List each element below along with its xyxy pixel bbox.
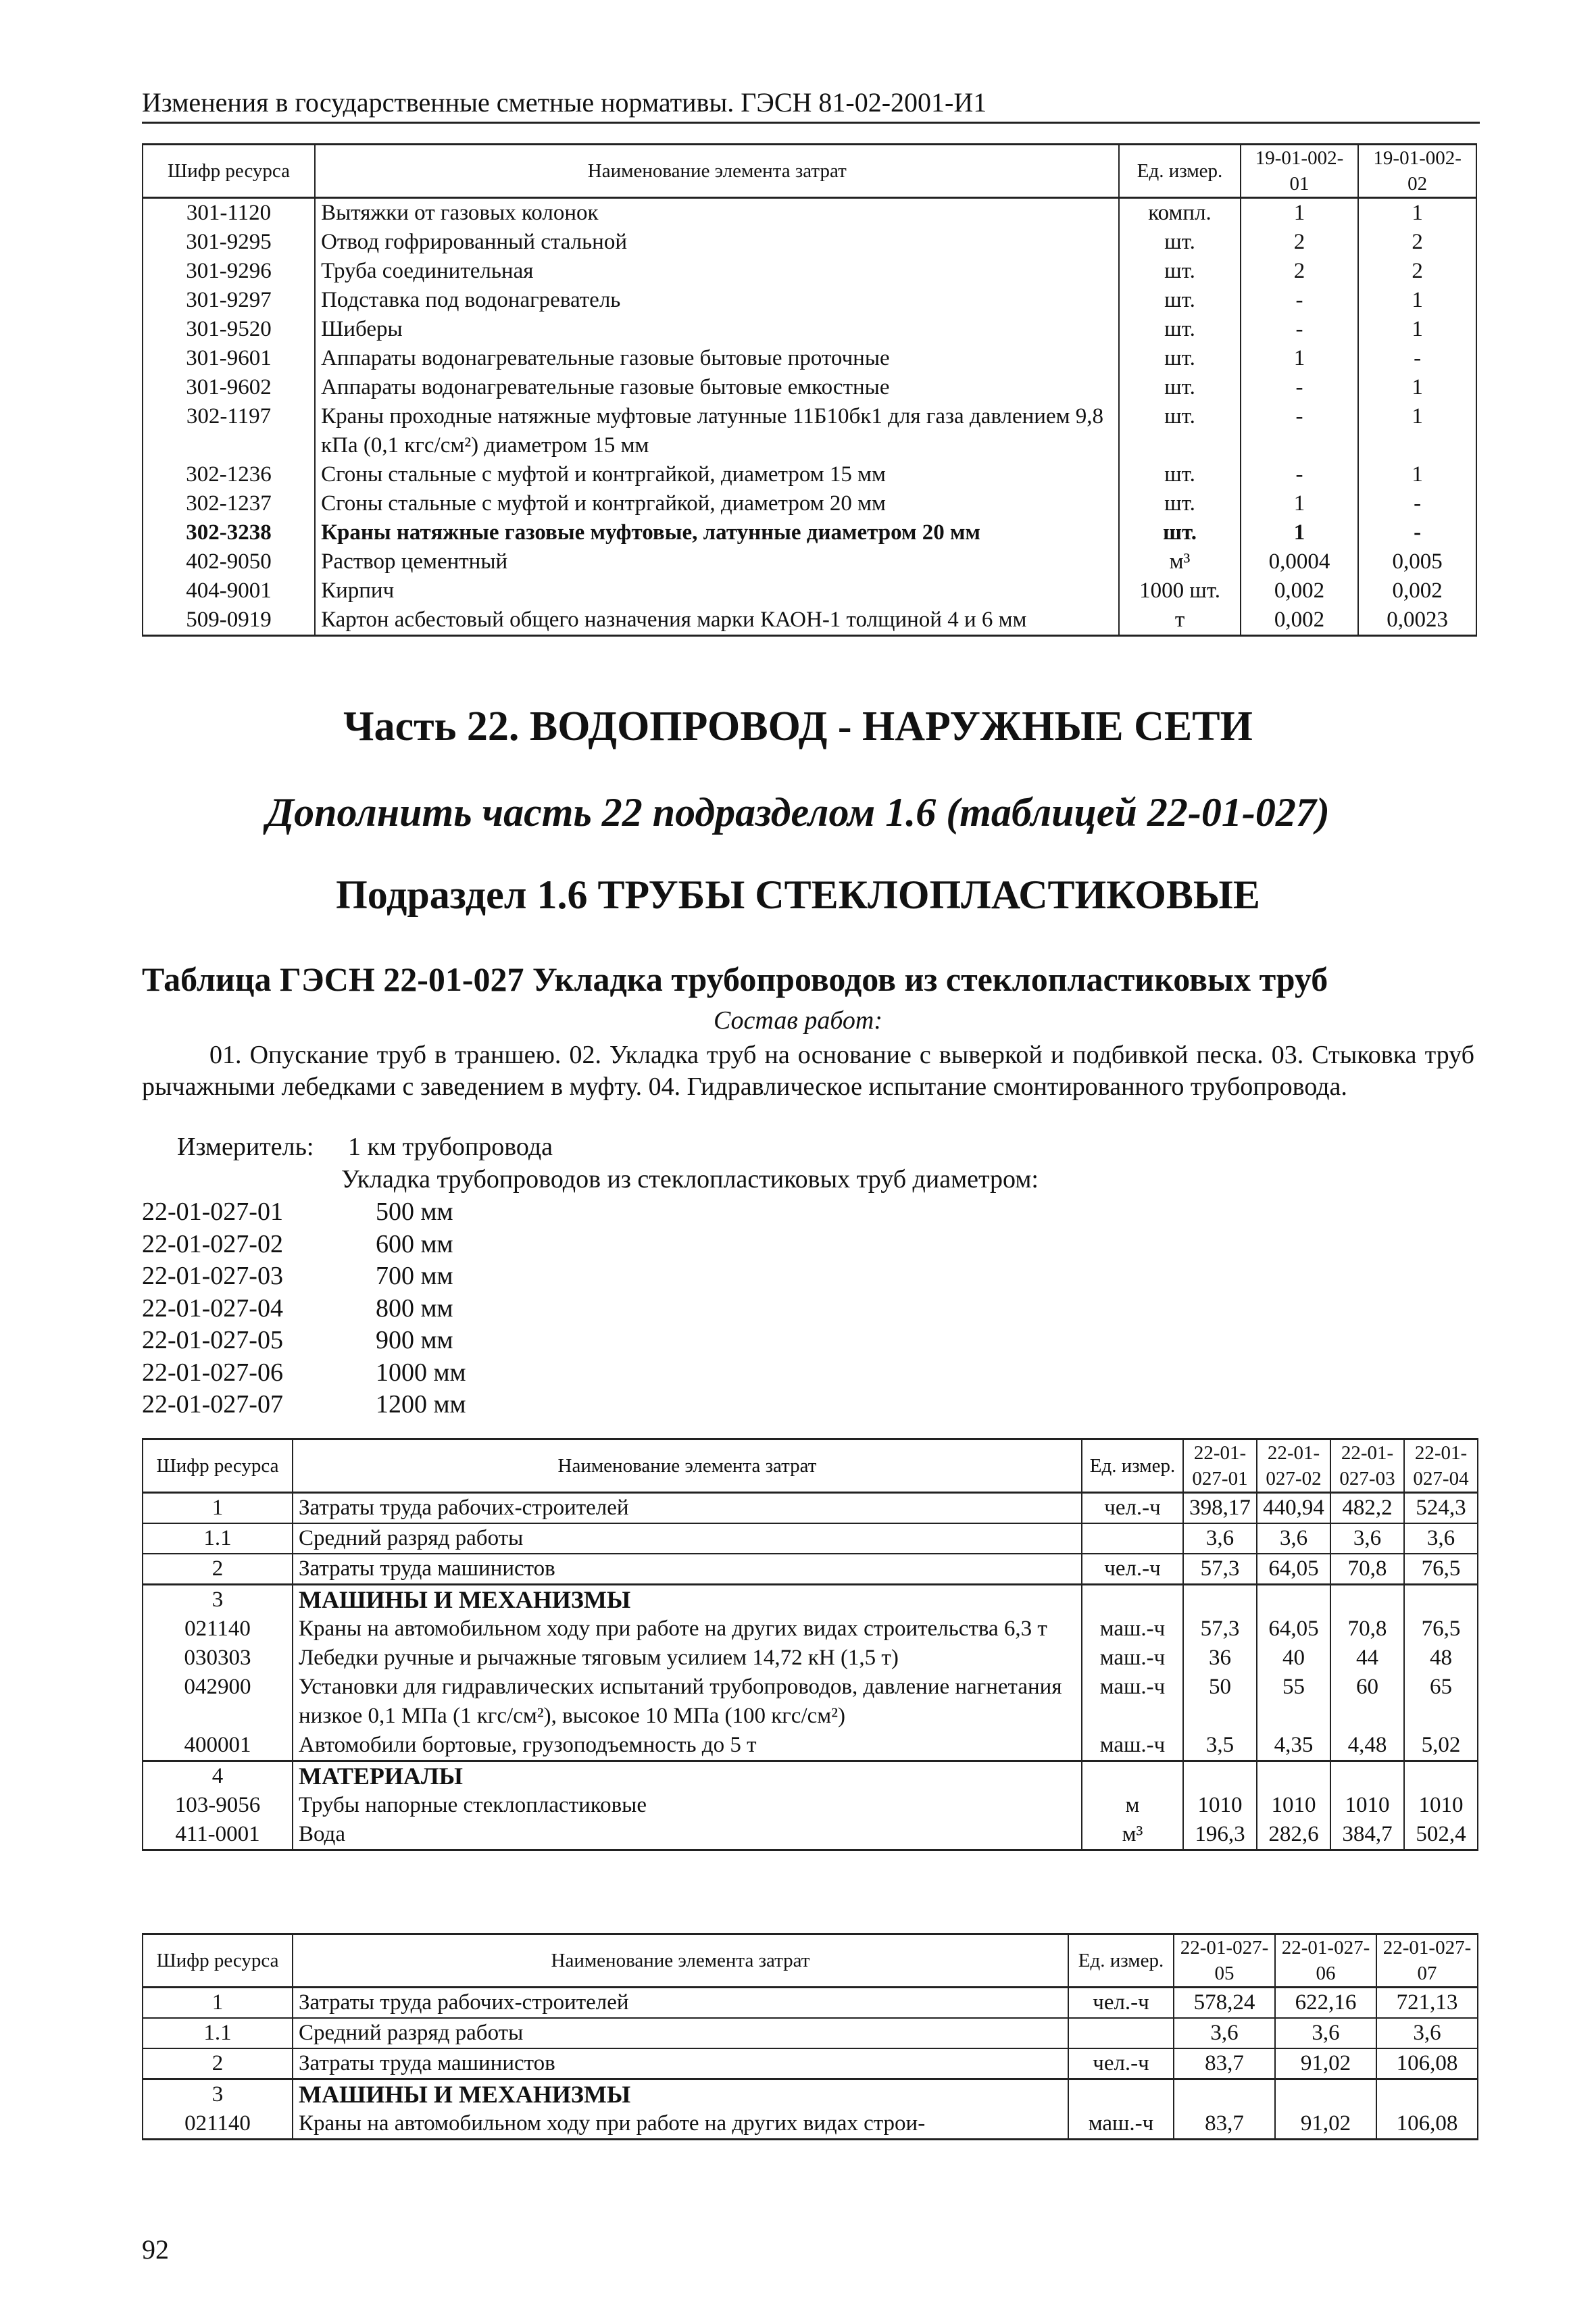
resource-name: Аппараты водонагревательные газовые бытовые емкостные	[315, 373, 1119, 402]
value: 1	[1358, 460, 1476, 489]
value: 60	[1330, 1673, 1404, 1731]
col-header-code: Шифр ресурса	[143, 1439, 293, 1493]
value: 3,6	[1174, 2018, 1275, 2048]
col-header-variant: 22-01-027-02	[1257, 1439, 1330, 1493]
col-header-variant: 22-01-027-01	[1183, 1439, 1257, 1493]
value: 0,0023	[1358, 606, 1476, 636]
unit	[1082, 1761, 1183, 1792]
unit: шт.	[1119, 286, 1240, 315]
value: 1	[1241, 198, 1359, 228]
resource-code: 302-3238	[143, 518, 315, 547]
value: -	[1358, 344, 1476, 373]
resource-code: 103-9056	[143, 1791, 293, 1820]
unit: шт.	[1119, 344, 1240, 373]
unit: маш.-ч	[1068, 2109, 1174, 2140]
value: 721,13	[1376, 1988, 1478, 2019]
value: 57,3	[1183, 1554, 1257, 1585]
col-header-unit: Ед. измер.	[1068, 1934, 1174, 1988]
resource-code: 1	[143, 1988, 293, 2019]
variant-code: 22-01-027-06	[142, 1358, 283, 1387]
running-header: Изменения в государственные сметные нормативы. ГЭСН 81-02-2001-И1	[142, 87, 987, 118]
resource-name: Вытяжки от газовых колонок	[315, 198, 1119, 228]
resource-code: 2	[143, 2048, 293, 2079]
table-row	[143, 547, 1476, 576]
table-row	[143, 1554, 1478, 1585]
unit: чел.-ч	[1068, 1988, 1174, 2019]
resource-name: Затраты труда машинистов	[293, 2048, 1068, 2079]
col-header-variant: 19-01-002-02	[1358, 145, 1476, 198]
value: 48	[1404, 1644, 1478, 1673]
unit: шт.	[1119, 373, 1240, 402]
unit: шт.	[1119, 402, 1240, 460]
table-row	[143, 1585, 1478, 1615]
resource-name: Краны на автомобильном ходу при работе на других видах строи-	[293, 2109, 1068, 2140]
value: 1	[1241, 344, 1359, 373]
value: 91,02	[1275, 2048, 1376, 2079]
unit: маш.-ч	[1082, 1644, 1183, 1673]
resource-name: Лебедки ручные и рычажные тяговым усилием 14,72 кН (1,5 т)	[293, 1644, 1082, 1673]
value	[1257, 1761, 1330, 1792]
page-number: 92	[142, 2234, 169, 2265]
value: 76,5	[1404, 1615, 1478, 1644]
value: 0,002	[1241, 576, 1359, 606]
value: 57,3	[1183, 1615, 1257, 1644]
table-row	[143, 518, 1476, 547]
col-header-code: Шифр ресурса	[143, 1934, 293, 1988]
table-row	[143, 315, 1476, 344]
unit: компл.	[1119, 198, 1240, 228]
value: 3,6	[1330, 1523, 1404, 1554]
resource-code: 301-9297	[143, 286, 315, 315]
value: 2	[1358, 228, 1476, 257]
value: 44	[1330, 1644, 1404, 1673]
table-header-row	[143, 1934, 1478, 1988]
value: 578,24	[1174, 1988, 1275, 2019]
value: 106,08	[1376, 2109, 1478, 2140]
value: 502,4	[1404, 1820, 1478, 1850]
value: -	[1358, 518, 1476, 547]
value: 3,6	[1275, 2018, 1376, 2048]
value: -	[1358, 489, 1476, 518]
section-heading: МАТЕРИАЛЫ	[293, 1761, 1082, 1792]
resource-table-22-01-027-b	[142, 1933, 1478, 2140]
table-title: Таблица ГЭСН 22-01-027 Укладка трубопроводов из стеклопластиковых труб	[142, 960, 1328, 998]
table-row	[143, 576, 1476, 606]
table-row	[143, 402, 1476, 460]
resource-code: 301-9602	[143, 373, 315, 402]
resource-code: 404-9001	[143, 576, 315, 606]
value: 91,02	[1275, 2109, 1376, 2140]
table-row	[143, 1791, 1478, 1820]
value: 36	[1183, 1644, 1257, 1673]
section-heading: МАШИНЫ И МЕХАНИЗМЫ	[293, 2079, 1068, 2110]
resource-code: 402-9050	[143, 547, 315, 576]
value: 0,005	[1358, 547, 1476, 576]
value	[1174, 2079, 1275, 2110]
value: 5,02	[1404, 1731, 1478, 1761]
unit: 1000 шт.	[1119, 576, 1240, 606]
value	[1330, 1761, 1404, 1792]
table-row	[143, 344, 1476, 373]
unit: маш.-ч	[1082, 1673, 1183, 1731]
table-row	[143, 2018, 1478, 2048]
table-row	[143, 1761, 1478, 1792]
variant-diameter: 1000 мм	[376, 1358, 466, 1387]
variants-heading: Укладка трубопроводов из стеклопластиковых труб диаметром:	[341, 1165, 1039, 1193]
value: 1010	[1257, 1791, 1330, 1820]
value: 70,8	[1330, 1615, 1404, 1644]
resource-code: 3	[143, 1585, 293, 1615]
table-header-row	[143, 1439, 1478, 1493]
resource-name: Затраты труда рабочих-строителей	[293, 1988, 1068, 2019]
unit	[1082, 1523, 1183, 1554]
unit: м³	[1082, 1820, 1183, 1850]
variant-diameter: 500 мм	[376, 1198, 453, 1226]
unit: т	[1119, 606, 1240, 636]
col-header-unit: Ед. измер.	[1119, 145, 1240, 198]
value: 384,7	[1330, 1820, 1404, 1850]
unit: шт.	[1119, 460, 1240, 489]
value: 482,2	[1330, 1493, 1404, 1524]
resource-code: 2	[143, 1554, 293, 1585]
table-row	[143, 460, 1476, 489]
resource-code: 1	[143, 1493, 293, 1524]
table-row	[143, 1523, 1478, 1554]
value: 64,05	[1257, 1615, 1330, 1644]
variant-code: 22-01-027-03	[142, 1262, 283, 1290]
table-row	[143, 257, 1476, 286]
value	[1330, 1585, 1404, 1615]
resource-name: Подставка под водонагреватель	[315, 286, 1119, 315]
resource-code: 4	[143, 1761, 293, 1792]
resource-name: Сгоны стальные с муфтой и контргайкой, диаметром 20 мм	[315, 489, 1119, 518]
value: 64,05	[1257, 1554, 1330, 1585]
unit: чел.-ч	[1082, 1554, 1183, 1585]
supplement-note: Дополнить часть 22 подразделом 1.6 (таблицей 22-01-027)	[266, 790, 1330, 835]
section-heading: МАШИНЫ И МЕХАНИЗМЫ	[293, 1585, 1082, 1615]
resource-name: Краны на автомобильном ходу при работе на других видах строительства 6,3 т	[293, 1615, 1082, 1644]
value: 76,5	[1404, 1554, 1478, 1585]
unit: маш.-ч	[1082, 1615, 1183, 1644]
composition-text: 01. Опускание труб в траншею. 02. Укладка труб на основание с выверкой и подбивкой песка. 03. Стыковка труб рычажными лебедками с заведением в муфту. 04. Гидравлическое испытание смонтированного трубопровода.	[142, 1041, 1474, 1101]
resource-name: Картон асбестовый общего назначения марки КАОН-1 толщиной 4 и 6 мм	[315, 606, 1119, 636]
value: 0,0004	[1241, 547, 1359, 576]
value: 2	[1241, 228, 1359, 257]
composition-label: Состав работ:	[713, 1006, 883, 1035]
resource-code: 1.1	[143, 2018, 293, 2048]
variant-code: 22-01-027-07	[142, 1390, 283, 1419]
value: 440,94	[1257, 1493, 1330, 1524]
value: 2	[1241, 257, 1359, 286]
unit: шт.	[1119, 315, 1240, 344]
value	[1183, 1585, 1257, 1615]
value: -	[1241, 315, 1359, 344]
value: 1	[1241, 489, 1359, 518]
resource-code: 509-0919	[143, 606, 315, 636]
unit	[1068, 2079, 1174, 2110]
value: 1	[1358, 402, 1476, 460]
variant-code: 22-01-027-04	[142, 1294, 283, 1323]
table-row	[143, 1673, 1478, 1731]
value	[1257, 1585, 1330, 1615]
value: 3,6	[1257, 1523, 1330, 1554]
value: 40	[1257, 1644, 1330, 1673]
unit: шт.	[1119, 489, 1240, 518]
value: 1010	[1330, 1791, 1404, 1820]
value	[1183, 1761, 1257, 1792]
unit: чел.-ч	[1082, 1493, 1183, 1524]
table-row	[143, 2109, 1478, 2140]
col-header-variant: 19-01-002-01	[1241, 145, 1359, 198]
value: 3,5	[1183, 1731, 1257, 1761]
col-header-name: Наименование элемента затрат	[293, 1934, 1068, 1988]
variant-diameter: 900 мм	[376, 1326, 453, 1354]
value: 282,6	[1257, 1820, 1330, 1850]
resource-name: Отвод гофрированный стальной	[315, 228, 1119, 257]
resource-name: Установки для гидравлических испытаний трубопроводов, давление нагнетания низкое 0,1 МПа (1 кгс/см²), высокое 10 МПа (100 кгс/см²)	[293, 1673, 1082, 1731]
resource-code: 400001	[143, 1731, 293, 1761]
resource-name: Средний разряд работы	[293, 2018, 1068, 2048]
value: 4,35	[1257, 1731, 1330, 1761]
table-row	[143, 373, 1476, 402]
resource-name: Затраты труда машинистов	[293, 1554, 1082, 1585]
col-header-name: Наименование элемента затрат	[293, 1439, 1082, 1493]
resource-name: Вода	[293, 1820, 1082, 1850]
meter-label: Измеритель:	[177, 1133, 314, 1161]
value: 2	[1358, 257, 1476, 286]
col-header-variant: 22-01-027-06	[1275, 1934, 1376, 1988]
value: 83,7	[1174, 2109, 1275, 2140]
table-row	[143, 1820, 1478, 1850]
variant-diameter: 800 мм	[376, 1294, 453, 1323]
value: -	[1241, 373, 1359, 402]
variant-diameter: 1200 мм	[376, 1390, 466, 1419]
value: 524,3	[1404, 1493, 1478, 1524]
value: 55	[1257, 1673, 1330, 1731]
value: 622,16	[1275, 1988, 1376, 2019]
value: 106,08	[1376, 2048, 1478, 2079]
table-row	[143, 606, 1476, 636]
resource-name: Труба соединительная	[315, 257, 1119, 286]
resource-code: 301-9601	[143, 344, 315, 373]
resource-code: 302-1237	[143, 489, 315, 518]
resource-code: 021140	[143, 2109, 293, 2140]
table-row	[143, 2079, 1478, 2110]
table-row	[143, 1988, 1478, 2019]
unit: шт.	[1119, 228, 1240, 257]
col-header-variant: 22-01-027-04	[1404, 1439, 1478, 1493]
resource-name: Средний разряд работы	[293, 1523, 1082, 1554]
resource-code: 301-9520	[143, 315, 315, 344]
value: 1010	[1183, 1791, 1257, 1820]
value: 398,17	[1183, 1493, 1257, 1524]
resource-name: Сгоны стальные с муфтой и контргайкой, диаметром 15 мм	[315, 460, 1119, 489]
subsection-title: Подраздел 1.6 ТРУБЫ СТЕКЛОПЛАСТИКОВЫЕ	[336, 872, 1260, 917]
value: 50	[1183, 1673, 1257, 1731]
part-title: Часть 22. ВОДОПРОВОД - НАРУЖНЫЕ СЕТИ	[343, 704, 1253, 749]
unit: чел.-ч	[1068, 2048, 1174, 2079]
value: 3,6	[1376, 2018, 1478, 2048]
resource-code: 302-1197	[143, 402, 315, 460]
col-header-variant: 22-01-027-05	[1174, 1934, 1275, 1988]
resource-table-19-01-002	[142, 143, 1477, 637]
value	[1275, 2079, 1376, 2110]
variant-code: 22-01-027-05	[142, 1326, 283, 1354]
unit: м³	[1119, 547, 1240, 576]
value: 0,002	[1358, 576, 1476, 606]
resource-name: Краны проходные натяжные муфтовые латунные 11Б10бк1 для газа давлением 9,8 кПа (0,1 кгс/см²) диаметром 15 мм	[315, 402, 1119, 460]
value: 1	[1241, 518, 1359, 547]
col-header-unit: Ед. измер.	[1082, 1439, 1183, 1493]
resource-code: 042900	[143, 1673, 293, 1731]
resource-name: Автомобили бортовые, грузоподъемность до 5 т	[293, 1731, 1082, 1761]
resource-name: Трубы напорные стеклопластиковые	[293, 1791, 1082, 1820]
value: 1010	[1404, 1791, 1478, 1820]
resource-name: Краны натяжные газовые муфтовые, латунные диаметром 20 мм	[315, 518, 1119, 547]
header-rule	[142, 122, 1480, 124]
resource-code: 301-9295	[143, 228, 315, 257]
unit: шт.	[1119, 518, 1240, 547]
unit	[1082, 1585, 1183, 1615]
table-row	[143, 2048, 1478, 2079]
value: 1	[1358, 373, 1476, 402]
value: 196,3	[1183, 1820, 1257, 1850]
col-header-variant: 22-01-027-07	[1376, 1934, 1478, 1988]
resource-name: Раствор цементный	[315, 547, 1119, 576]
resource-code: 3	[143, 2079, 293, 2110]
variant-code: 22-01-027-01	[142, 1198, 283, 1226]
value: -	[1241, 286, 1359, 315]
variant-code: 22-01-027-02	[142, 1229, 283, 1258]
variant-diameter: 700 мм	[376, 1262, 453, 1290]
variant-diameter: 600 мм	[376, 1229, 453, 1258]
resource-name: Затраты труда рабочих-строителей	[293, 1493, 1082, 1524]
resource-code: 030303	[143, 1644, 293, 1673]
value: 1	[1358, 315, 1476, 344]
value: 83,7	[1174, 2048, 1275, 2079]
resource-name: Кирпич	[315, 576, 1119, 606]
table-row	[143, 228, 1476, 257]
resource-code: 411-0001	[143, 1820, 293, 1850]
table-row	[143, 1615, 1478, 1644]
value: -	[1241, 402, 1359, 460]
table-row	[143, 286, 1476, 315]
unit: м	[1082, 1791, 1183, 1820]
resource-code: 021140	[143, 1615, 293, 1644]
table-row	[143, 198, 1476, 228]
unit: шт.	[1119, 257, 1240, 286]
col-header-name: Наименование элемента затрат	[315, 145, 1119, 198]
value: 1	[1358, 198, 1476, 228]
value	[1404, 1585, 1478, 1615]
resource-code: 301-1120	[143, 198, 315, 228]
resource-table-22-01-027-a	[142, 1438, 1478, 1851]
value: 3,6	[1404, 1523, 1478, 1554]
meter-value: 1 км трубопровода	[348, 1133, 553, 1161]
table-row	[143, 1493, 1478, 1524]
value: 3,6	[1183, 1523, 1257, 1554]
value	[1376, 2079, 1478, 2110]
value	[1404, 1761, 1478, 1792]
table-header-row	[143, 145, 1476, 198]
table-row	[143, 1644, 1478, 1673]
value: 65	[1404, 1673, 1478, 1731]
col-header-variant: 22-01-027-03	[1330, 1439, 1404, 1493]
value: -	[1241, 460, 1359, 489]
resource-code: 1.1	[143, 1523, 293, 1554]
resource-code: 301-9296	[143, 257, 315, 286]
value: 4,48	[1330, 1731, 1404, 1761]
table-row	[143, 1731, 1478, 1761]
resource-name: Шиберы	[315, 315, 1119, 344]
resource-code: 302-1236	[143, 460, 315, 489]
resource-name: Аппараты водонагревательные газовые бытовые проточные	[315, 344, 1119, 373]
value: 0,002	[1241, 606, 1359, 636]
unit	[1068, 2018, 1174, 2048]
col-header-code: Шифр ресурса	[143, 145, 315, 198]
value: 70,8	[1330, 1554, 1404, 1585]
table-row	[143, 489, 1476, 518]
unit: маш.-ч	[1082, 1731, 1183, 1761]
value: 1	[1358, 286, 1476, 315]
